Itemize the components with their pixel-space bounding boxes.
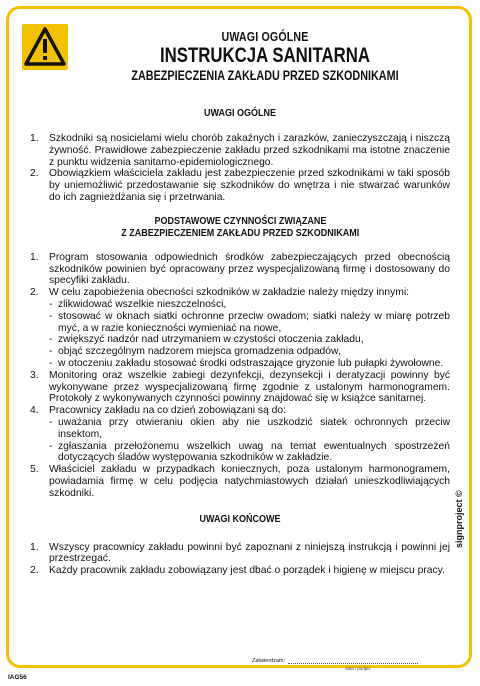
basic-actions-list xyxy=(30,252,450,500)
final-list xyxy=(30,542,450,577)
document-body xyxy=(30,108,450,577)
sub-list-item: - stosować w oknach siatki ochronne przeciw owadom; siatki należy w miarę potrzeb myć, a w razie konieczności wymieniać na nowe, xyxy=(49,310,450,334)
sub-list-item: - zlikwidować wszelkie nieszczelności, xyxy=(49,298,227,310)
list-item: 1. Program stosowania odpowiednich środków zabezpieczających przed obecnością szkodników powinien być opracowany przez wyspecjalizowaną firmę i dostosowany do specyfiki zakładu. xyxy=(30,251,450,287)
section-title-basic-actions: PODSTAWOWE CZYNNOŚCI ZWIĄZANE Z ZABEZPIECZENIEM ZAKŁADU PRZED SZKODNIKAMI xyxy=(120,215,359,239)
sub-list-item: - uważania przy otwieraniu okien aby nie uszkodzić siatek ochronnych przeciw insektom, xyxy=(49,416,450,440)
signature-field xyxy=(288,657,418,664)
approval-signature-line xyxy=(252,657,418,664)
signature-caption: data i podpis xyxy=(345,666,371,671)
list-item: 4. Pracownicy zakładu na co dzień zobowiązani są do: - uważania przy otwieraniu okien aby nie uszkodzić siatek ochronnych przeciw insektom, - zgłaszania przełożonemu wszelkich uwag na temat ewentualnych spostrzeżeń dotyczących śladów występowania szkodników w zakładzie. xyxy=(30,405,450,464)
list-item: 2. W celu zapobieżenia obecności szkodników w zakładzie należy między innymi: - zlikwidować wszelkie nieszczelności, - stosować w oknach siatki ochronne przeciw owadom; siatki należy w miarę potrzeb myć, a w razie konieczności wymieniać na nowe, - zwiększyć nadzór nad utrzymaniem w czystości otoczenia zakładu, - objąć szczególnym nadzorem miejsca gromadzenia odpadów, - w otoczeniu zakładu stosować środki odstraszające gryzonie lub pułapki żywołowne. xyxy=(30,287,450,369)
list-item: 3. Monitoring oraz wszelkie zabiegi dezynfekcji, dezynsekcji i deratyzacji powinny być wykonywane przez wyspecjalizowaną firmę zgodnie z ustalonym harmonogramem. Protokoły z wykonywanych czynności powinny znajdować się w książce sanitarnej. xyxy=(30,369,450,405)
header-line-1: UWAGI OGÓLNE xyxy=(221,30,309,44)
list-item: 5. Właściciel zakładu w przypadkach koniecznych, poza ustalonym harmonogramem, powiadamia firmę w celu podjęcia natychmiastowych działań unieszkodliwiających szkodniki. xyxy=(30,464,450,499)
sign-code: IAG56 xyxy=(8,674,27,681)
sub-list-item: - zgłaszania przełożonemu wszelkich uwag na temat ewentualnych spostrzeżeń dotyczących śladów występowania szkodników w zakładzie. xyxy=(49,440,450,464)
page-title: INSTRUKCJA SANITARNA xyxy=(160,44,370,67)
document-header xyxy=(70,30,460,84)
page-subtitle: ZABEZPIECZENIA ZAKŁADU PRZED SZKODNIKAMI xyxy=(131,68,399,83)
sub-list-item: - zwiększyć nadzór nad utrzymaniem w czystości otoczenia zakładu, xyxy=(49,334,364,346)
list-item: 1. Szkodniki są nosicielami wielu chorób zakaźnych i zarazków, zanieczyszczają i niszczą żywność. Prawidłowe zabezpieczenie zakładu przed szkodnikami ma istotne znaczenie z punktu widzenia sanitarno-epidemiologicznego. xyxy=(30,133,450,168)
list-item: 1. Wszyscy pracownicy zakładu powinni być zapoznani z niniejszą instrukcją i powinni jej przestrzegać. xyxy=(30,541,450,565)
brand-label: signproject © xyxy=(454,490,464,548)
section-title-final: UWAGI KOŃCOWE xyxy=(199,513,281,525)
warning-triangle-icon xyxy=(22,24,68,70)
sub-list-item: - objąć szczególnym nadzorem miejsca gromadzenia odpadów, xyxy=(49,346,341,358)
list-item: 2. Każdy pracownik zakładu zobowiązany jest dbać o porządek i higienę w miejscu pracy. xyxy=(30,565,445,577)
general-list xyxy=(30,133,450,204)
approval-label: Zatwierdzam: xyxy=(252,658,286,664)
list-item: 2. Obowiązkiem właściciela zakładu jest zabezpieczenie przed szkodnikami w taki sposób by uniemożliwić przedostawanie się szkodników do wnętrza i nie stwarzać warunków do ich zagnieżdżania się i przetrwania. xyxy=(30,168,450,203)
sub-list-item: - w otoczeniu zakładu stosować środki odstraszające gryzonie lub pułapki żywołowne. xyxy=(49,357,444,369)
section-title-general: UWAGI OGÓLNE xyxy=(204,108,276,119)
